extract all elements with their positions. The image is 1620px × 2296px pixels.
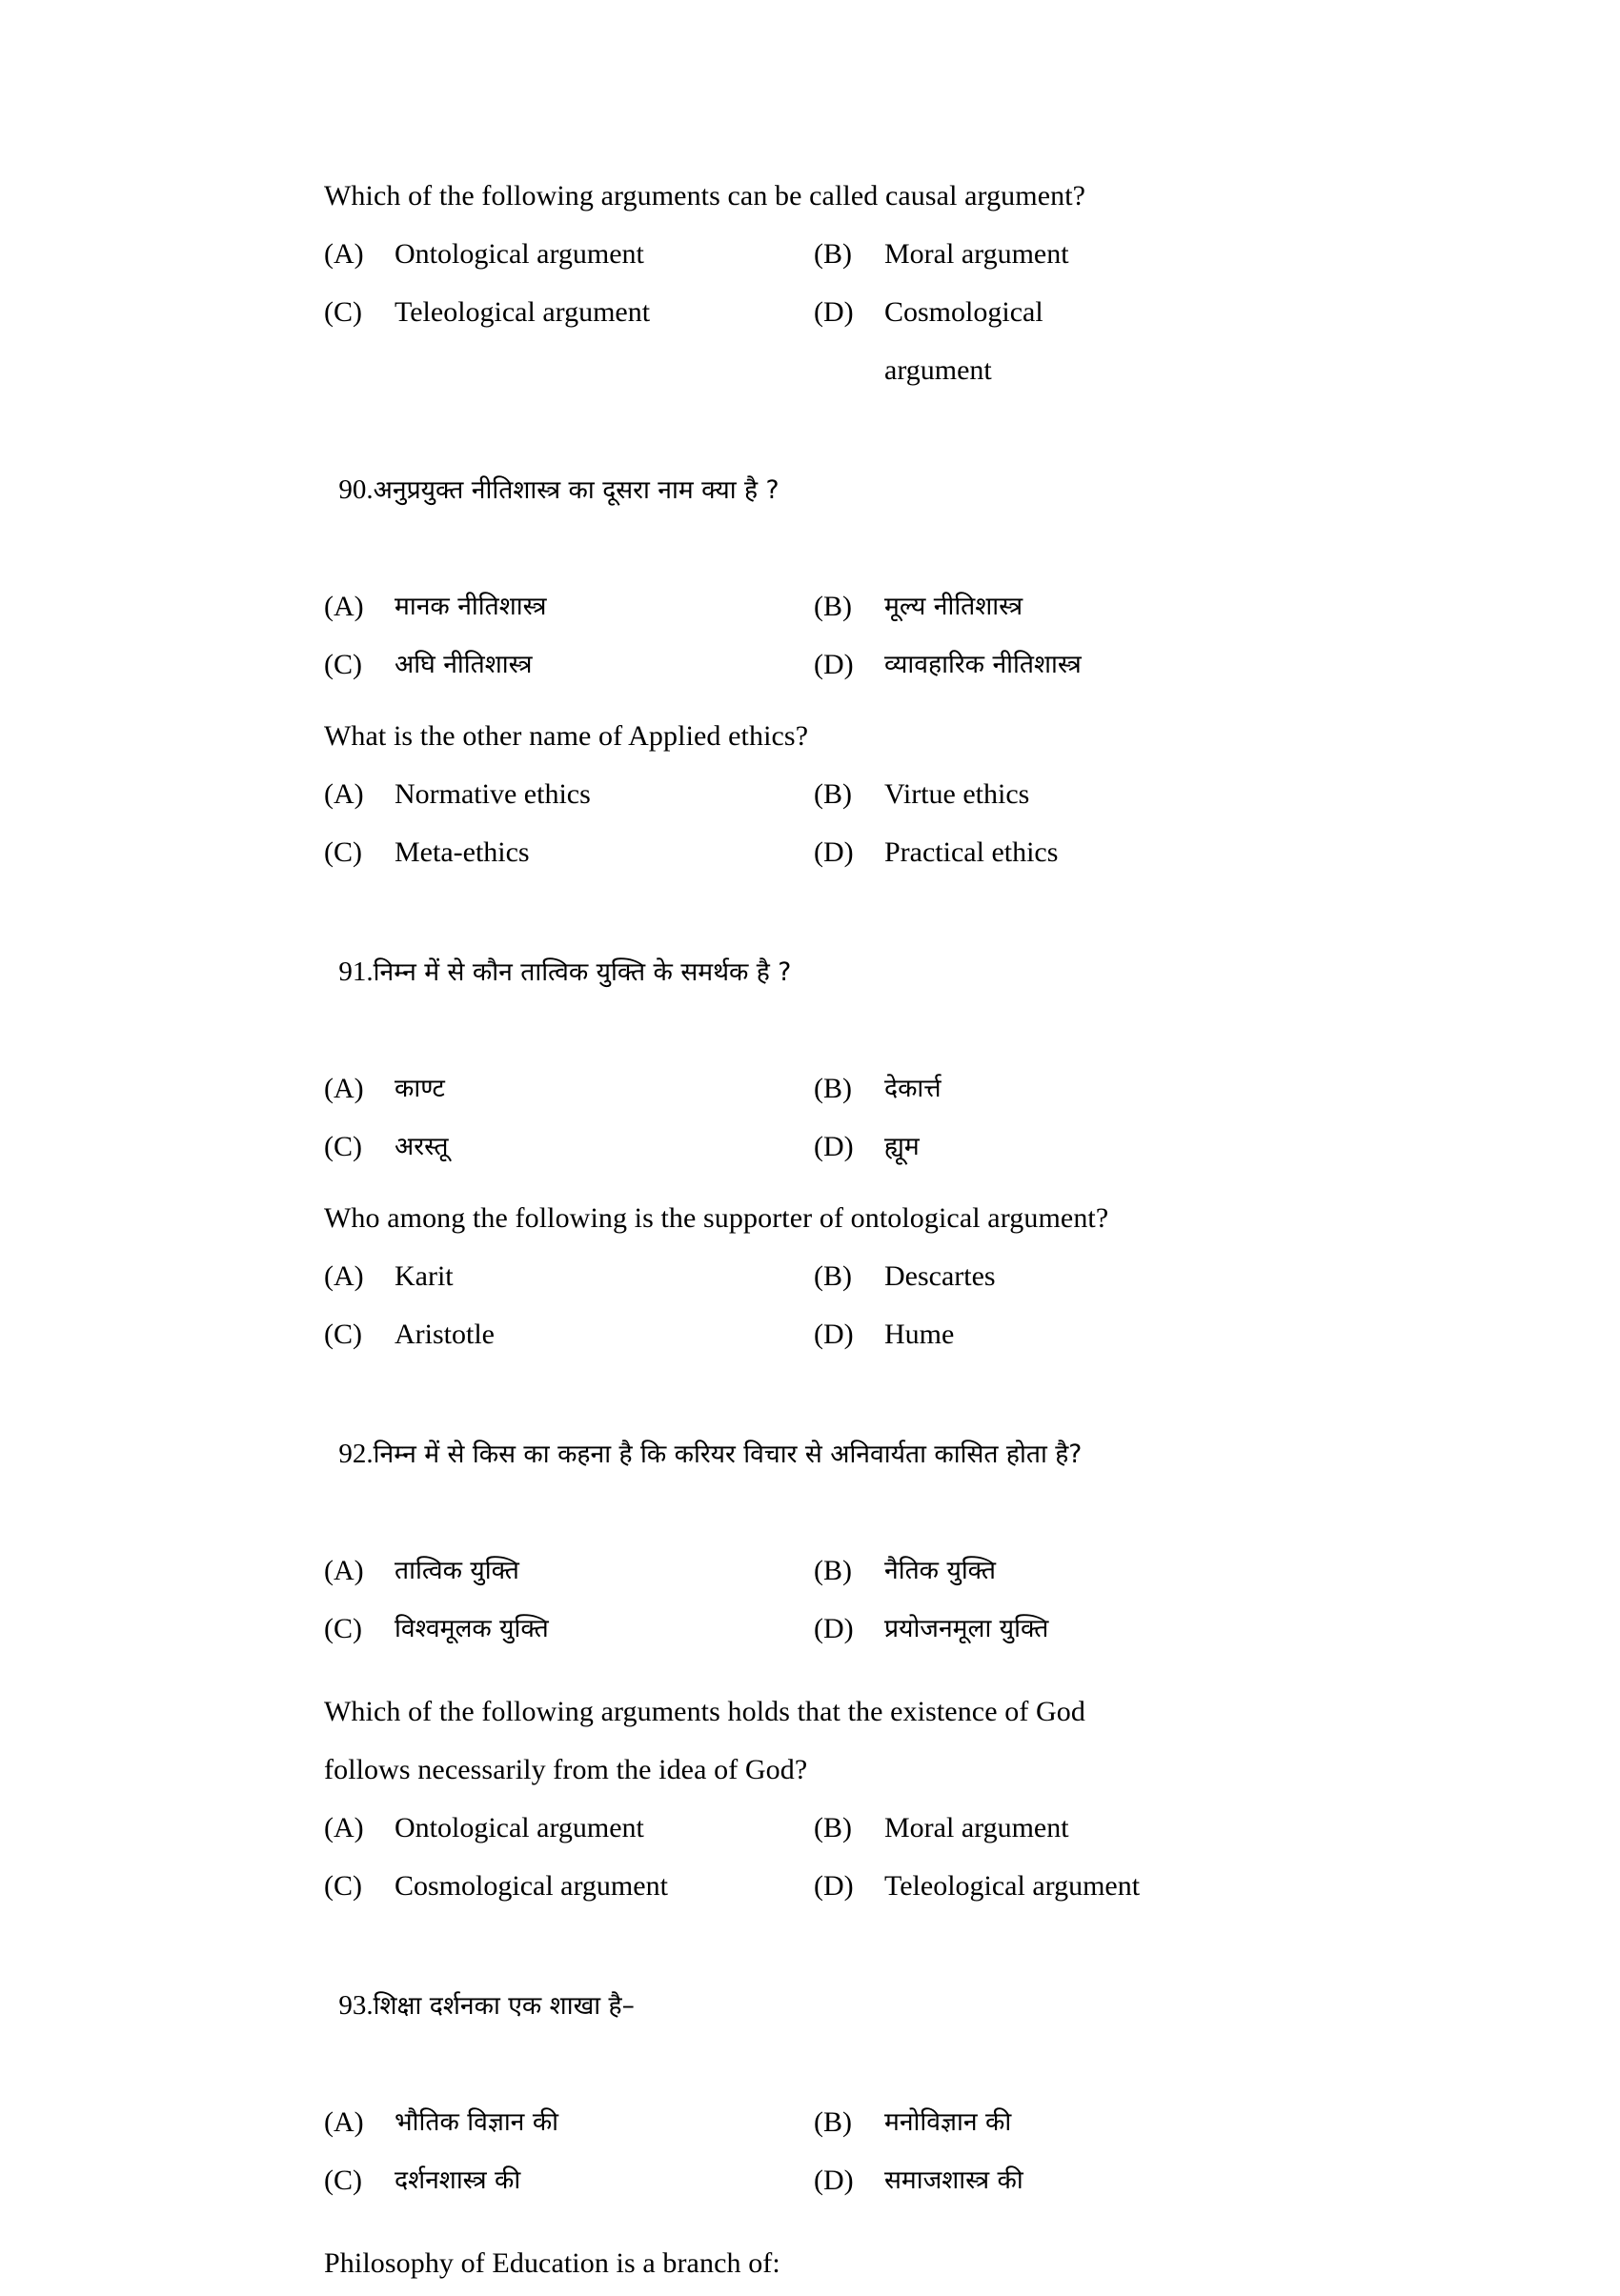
question-stem-english: Philosophy of Education is a branch of: (324, 2247, 780, 2279)
option-d[interactable] (814, 283, 1386, 341)
option-text: नैतिक युक्ति (884, 1556, 996, 1585)
question-stem-english: What is the other name of Applied ethics? (324, 720, 809, 752)
option-c[interactable] (274, 1857, 814, 1915)
options-english (274, 765, 1399, 881)
option-text: व्यावहारिक नीतिशास्त्र (884, 650, 1082, 679)
option-label: (D) (814, 1870, 854, 1902)
question-list (274, 167, 1399, 2296)
option-label: (A) (324, 1812, 364, 1843)
option-row (274, 1799, 1399, 1857)
option-b[interactable] (814, 765, 1386, 823)
option-row (274, 635, 1399, 694)
option-label: (D) (814, 649, 854, 680)
option-label: (D) (814, 2165, 854, 2196)
question-stem-hindi-text: अनुप्रयुक्त नीतिशास्त्र का दूसरा नाम क्या है ? (373, 475, 780, 505)
question-stem-english-line2: follows necessarily from the idea of God? (324, 1754, 808, 1785)
option-label: (C) (324, 1319, 362, 1350)
option-b[interactable] (814, 225, 1386, 283)
option-row (274, 765, 1399, 823)
option-c[interactable] (274, 283, 814, 341)
option-a[interactable] (274, 1541, 814, 1600)
question-number: 93. (338, 1990, 374, 2021)
options-hindi (274, 1059, 1399, 1176)
option-c[interactable] (274, 1118, 814, 1176)
option-c[interactable] (274, 1600, 814, 1658)
question-stem-english: Who among the following is the supporter of ontological argument? (324, 1202, 1109, 1234)
question-stem-hindi-text: निम्न में से कौन तात्विक युक्ति के समर्थक है ? (373, 957, 792, 987)
option-a[interactable] (274, 1799, 814, 1857)
option-b[interactable] (814, 1541, 1386, 1600)
option-a[interactable] (274, 1247, 814, 1305)
question-block-89 (274, 167, 1399, 399)
question-number: 92. (338, 1439, 374, 1469)
option-text: अरस्तू (395, 1132, 449, 1161)
option-row (274, 1857, 1399, 1915)
option-label: (C) (324, 1613, 362, 1644)
option-row (274, 823, 1399, 881)
option-text: Ontological argument (395, 1812, 644, 1843)
spacer (274, 1658, 1399, 1682)
question-stem-hindi-text: शिक्षा दर्शनका एक शाखा है– (373, 1991, 635, 2021)
option-label: (B) (814, 591, 852, 622)
question-stem-hindi (274, 1919, 1399, 2093)
option-label: (D) (814, 1131, 854, 1162)
options-english (274, 1799, 1399, 1915)
option-label: (A) (324, 238, 364, 270)
option-b[interactable] (814, 1799, 1386, 1857)
option-label: (D) (814, 1319, 854, 1350)
option-c[interactable] (274, 2151, 814, 2209)
option-a[interactable] (274, 2093, 814, 2151)
option-text: Normative ethics (395, 778, 591, 810)
option-label: (B) (814, 2106, 852, 2138)
option-b[interactable] (814, 577, 1386, 635)
option-c[interactable] (274, 823, 814, 881)
option-label: (C) (324, 2165, 362, 2196)
option-label: (B) (814, 1260, 852, 1292)
question-stem-english-line1: Which of the following arguments holds that the existence of God (324, 1696, 1085, 1727)
option-b[interactable] (814, 1059, 1386, 1118)
option-d[interactable] (814, 1305, 1386, 1363)
option-label: (C) (324, 296, 362, 328)
option-text: काण्ट (395, 1074, 445, 1103)
option-text: समाजशास्त्र की (884, 2165, 1023, 2195)
option-text: Meta-ethics (395, 836, 530, 868)
option-text: Teleological argument (884, 1870, 1141, 1902)
option-d[interactable] (814, 635, 1386, 694)
option-text: Moral argument (884, 238, 1069, 270)
question-stem-hindi (274, 403, 1399, 577)
option-label: (D) (814, 1613, 854, 1644)
option-text: Ontological argument (395, 238, 644, 270)
option-d[interactable] (814, 1118, 1386, 1176)
option-text: Hume (884, 1319, 955, 1350)
option-d[interactable] (814, 1600, 1386, 1658)
option-text: मूल्य नीतिशास्त्र (884, 592, 1023, 621)
option-row (274, 225, 1399, 283)
option-label: (B) (814, 1073, 852, 1104)
option-d-continuation: argument (884, 354, 992, 386)
option-d[interactable] (814, 1857, 1386, 1915)
option-row (274, 2151, 1399, 2209)
option-b[interactable] (814, 1247, 1386, 1305)
option-label: (A) (324, 1555, 364, 1586)
option-text: मानक नीतिशास्त्र (395, 592, 547, 621)
option-label: (C) (324, 836, 362, 868)
option-label: (C) (324, 649, 362, 680)
option-text: तात्विक युक्ति (395, 1556, 519, 1585)
option-a[interactable] (274, 1059, 814, 1118)
options-english (274, 225, 1399, 399)
option-label: (D) (814, 836, 854, 868)
question-number: 91. (338, 957, 374, 987)
option-row (274, 1118, 1399, 1176)
option-label: (C) (324, 1870, 362, 1902)
option-text: Aristotle (395, 1319, 495, 1350)
options-english (274, 1247, 1399, 1363)
option-text: Cosmological argument (395, 1870, 668, 1902)
spacer (274, 2209, 1399, 2234)
option-row (274, 283, 1399, 341)
option-text: दर्शनशास्त्र की (395, 2165, 521, 2195)
option-d[interactable] (814, 2151, 1386, 2209)
spacer (274, 1176, 1399, 1189)
question-number: 90. (338, 474, 374, 505)
option-a[interactable] (274, 225, 814, 283)
spacer (274, 694, 1399, 707)
options-hindi (274, 2093, 1399, 2209)
question-block-90 (274, 403, 1399, 881)
option-a[interactable] (274, 577, 814, 635)
option-row (274, 1305, 1399, 1363)
question-block-92 (274, 1367, 1399, 1915)
option-label: (B) (814, 1555, 852, 1586)
option-text: विश्वमूलक युक्ति (395, 1614, 549, 1643)
option-row (274, 1600, 1399, 1658)
option-row (274, 1059, 1399, 1118)
option-label: (B) (814, 1812, 852, 1843)
question-block-93 (274, 1919, 1399, 2292)
option-text: मनोविज्ञान की (884, 2107, 1012, 2137)
options-hindi (274, 1541, 1399, 1658)
option-text: Practical ethics (884, 836, 1059, 868)
question-block-91 (274, 885, 1399, 1363)
question-stem-hindi-text: निम्न में से किस का कहना है कि करियर विचार से अनिवार्यता कासित होता है? (373, 1440, 1083, 1469)
option-text: भौतिक विज्ञान की (395, 2107, 559, 2137)
option-row (274, 1247, 1399, 1305)
option-d[interactable] (814, 823, 1386, 881)
option-label: (A) (324, 591, 364, 622)
option-label: (C) (324, 1131, 362, 1162)
option-label: (B) (814, 778, 852, 810)
option-text: अघि नीतिशास्त्र (395, 650, 533, 679)
option-c[interactable] (274, 1305, 814, 1363)
option-text: प्रयोजनमूला युक्ति (884, 1614, 1049, 1643)
question-stem-hindi (274, 885, 1399, 1059)
option-row (274, 577, 1399, 635)
option-text: Descartes (884, 1260, 996, 1292)
option-text: Cosmological (884, 296, 1043, 328)
option-c[interactable] (274, 635, 814, 694)
option-label: (A) (324, 1073, 364, 1104)
option-text: Teleological argument (395, 296, 651, 328)
option-text: Karit (395, 1260, 454, 1292)
question-stem-english: Which of the following arguments can be called causal argument? (324, 180, 1086, 211)
option-text: देकार्त्त (884, 1074, 942, 1103)
option-row (274, 2093, 1399, 2151)
option-text: Virtue ethics (884, 778, 1030, 810)
option-row (274, 1541, 1399, 1600)
option-label: (B) (814, 238, 852, 270)
option-label: (A) (324, 778, 364, 810)
option-label: (A) (324, 2106, 364, 2138)
options-hindi (274, 577, 1399, 694)
option-label: (D) (814, 296, 854, 328)
option-a[interactable] (274, 765, 814, 823)
option-label: (A) (324, 1260, 364, 1292)
option-text: ह्यूम (884, 1132, 920, 1161)
question-stem-hindi (274, 1367, 1399, 1541)
option-text: Moral argument (884, 1812, 1069, 1843)
option-b[interactable] (814, 2093, 1386, 2151)
